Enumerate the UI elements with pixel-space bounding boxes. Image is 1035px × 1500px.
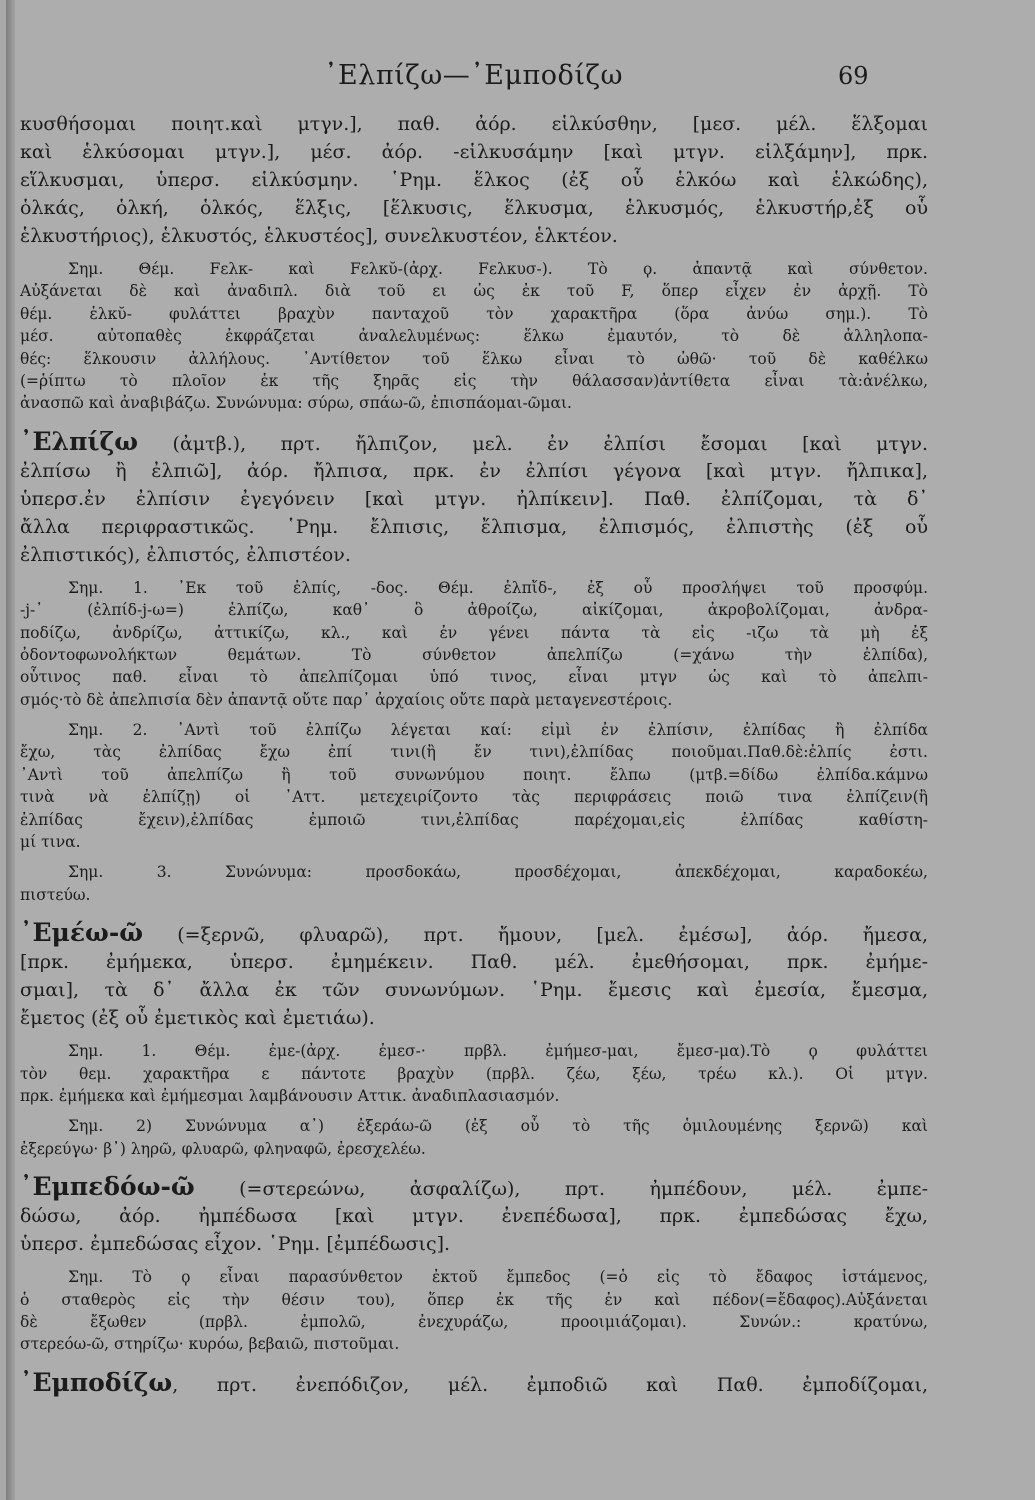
entry-heading-text: (ἀμτβ.), πρτ. ἤλπιζον, μελ. ἐν ἐλπίσι ἔσομαι [καὶ μτγν. [138,432,928,455]
note-line: -j-᾿ (ἐλπίδ-j-ω=) ἐλπίζω, καθ᾿ ὃ ἀθροίζω, αἰκίζομαι, ἀκροβολίζομαι, ἀνδρα- [20,601,928,620]
entry-heading-text: (=ξερνῶ, φλυαρῶ), πρτ. ἤμουν, [μελ. ἐμέσω], ἀόρ. ἤμεσα, [143,924,928,947]
note-line: τὸν θεμ. χαρακτῆρα ε πάντοτε βραχὺν (πρβλ. ζέω, ξέω, τρέω κλ.). Οἱ μτγν. [20,1064,928,1083]
body-line: σμαι], τὰ δ᾿ ἄλλα ἐκ τῶν συνωνύμων. ῾Ρημ. ἔμεσις καὶ ἐμεσία, ἔμεσμα, [20,979,928,1002]
line-spacer [20,1032,928,1040]
note-line: Σημ. 1. Θέμ. ἐμε-(ἀρχ. ἐμεσ-· πρβλ. ἐμήμεσ-μαι, ἔμεσ-μα).Τὸ ϙ φυλάττει [68,1042,928,1061]
note-line: ᾿Αντὶ τοῦ ἀπελπίζω ἢ τοῦ συνωνύμου ποιητ. ἔλπω (μτβ.=δίδω ἐλπίδα.κάμνω [20,765,928,784]
entry-heading-line [20,1368,928,1398]
note-line: Σημ. 1. ᾿Εκ τοῦ ἐλπίς, -δος. Θέμ. ἐλπἴδ-, ἐξ οὗ προσλήψει τοῦ προσφύμ. [68,578,928,597]
line-spacer [20,569,928,577]
line-spacer [20,853,928,861]
note-line: θέμ. ἑλκῠ- φυλάττει βραχὺν πανταχοῦ τὸν χαρακτῆρα (ὅρα ἀνύω σημ.). Τὸ [20,304,928,323]
note-line: σμός·τὸ δὲ ἀπελπισία δὲν ἀπαντᾷ οὔτε παρ᾿ ἀρχαίοις οὔτε παρὰ μεταγενεστέροις. [20,690,673,709]
running-head-title: ᾿Ελπίζω—᾿Εμποδίζω [324,60,624,91]
note-line: θές: ἕλκουσιν ἀλλήλους. ᾿Αντίθετον τοῦ ἕλκω εἶναι τὸ ὠθῶ· τοῦ δὲ καθέλκω [20,349,928,368]
note-line: οὗτινος παθ. εἶναι τὸ ἀπελπίζομαι ὑπό τινος, εἶναι μτγν ὡς καὶ τὸ ἀπελπι- [20,668,928,687]
body-line: δώσω, ἀόρ. ἠμπέδωσα [καὶ μτγν. ἐνεπέδωσα], πρκ. ἐμπεδώσας ἔχω, [20,1205,928,1228]
entry-heading-line [20,1172,928,1202]
line-spacer [20,1107,928,1115]
body-line: ἄλλα περιφραστικῶς. ῾Ρημ. ἔλπισις, ἔλπισμα, ἐλπισμός, ἐλπιστὴς (ἐξ οὗ [20,515,928,538]
line-spacer [20,711,928,719]
note-line: ἀνασπῶ καὶ ἀναβιβάζω. Συνώνυμα: σύρω, σπάω-ῶ, ἐπισπάομαι-ῶμαι. [20,394,572,413]
entry-heading-line [20,427,928,457]
note-line: Αὐξάνεται δὲ καὶ ἀναδιπλ. διὰ τοῦ ει ὡς ἐκ τοῦ F, ὅπερ εἶχεν ἐν ἀρχῇ. Τὸ [20,282,928,301]
note-line: ἐξερεύγω· β᾿) ληρῶ, φλυαρῶ, φληναφῶ, ἐρεσχελέω. [20,1139,426,1158]
body-line: ὁλκάς, ὁλκή, ὁλκός, ἕλξις, [ἕλκυσις, ἕλκυσμα, ἑλκυσμός, ἑλκυστήρ,ἐξ οὗ [20,197,928,219]
body-line: ὑπερσ. ἐμπεδώσας εἶχον. ῾Ρημ. [ἐμπέδωσις]. [20,1233,451,1256]
page-text [20,110,928,1398]
note-line: ὁ σταθερὸς εἰς τὴν θέσιν του), ὅπερ ἐκ τῆς ἐν καὶ πέδον(=ἔδαφος).Αὐξάνεται [20,1290,928,1309]
line-spacer [20,1258,928,1266]
body-line: ὑπερσ.ἐν ἐλπίσιν ἐγεγόνειν [καὶ μτγν. ἠλπίκειν]. Παθ. ἐλπίζομαι, τὰ δ᾿ [20,487,928,510]
entry-lemma: ᾿Εμέω-ῶ [20,918,144,948]
page-number: 69 [838,62,869,90]
body-line: [πρκ. ἐμήμεκα, ὑπερσ. ἐμημέκειν. Παθ. μέλ. ἐμεθήσομαι, πρκ. ἐμήμε- [20,951,928,974]
note-line: (=ῥίπτω τὸ πλοῖον ἐκ τῆς ξηρᾶς εἰς τὴν θάλασσαν)ἀντίθετα εἶναι τὰ:ἀνέλκω, [20,371,928,390]
note-line: Σημ. Θέμ. Fελκ- καὶ Fελκῠ-(ἀρχ. Fελκυσ-). Τὸ ϙ. ἀπαντᾷ καὶ σύνθετον. [68,260,928,278]
body-line: ἑλκυστήριος), ἑλκυστός, ἑλκυστέος], συνελκυστέον, ἑλκτέον. [20,225,618,247]
note-line: ποδίζω, ἀνδρίζω, ἀττικίζω, κλ., καὶ ἐν γένει πάντα τὰ εἰς -ιζω τὰ μὴ ἐξ [20,623,928,642]
entry-lemma: ᾿Εμπεδόω-ῶ [20,1172,195,1202]
body-line: καὶ ἑλκύσομαι μτγν.], μέσ. ἀόρ. -εἱλκυσάμην [καὶ μτγν. εἱλξάμην], πρκ. [20,141,928,163]
entry-heading-text: , πρτ. ἐνεπόδιζον, μέλ. ἐμποδιῶ καὶ Παθ. ἐμποδίζομαι, [172,1373,928,1396]
entry-lemma: ᾿Ελπίζω [20,426,139,456]
line-spacer [20,250,928,258]
note-line: Σημ. Τὸ ϙ εἶναι παρασύνθετον ἐκτοῦ ἔμπεδος (=ὁ εἰς τὸ ἔδαφος ἱστάμενος, [68,1268,928,1287]
note-line: ἐλπίδας ἔχειν),ἐλπίδας ἐμποιῶ τινι,ἐλπίδας παρέχομαι,εἰς ἐλπίδας καθίστη- [20,810,928,829]
line-spacer [20,1160,928,1172]
note-line: Σημ. 2. ᾿Αντὶ τοῦ ἐλπίζω λέγεται καί: εἰμὶ ἐν ἐλπίσιν, ἐλπίδας ἢ ἐλπίδα [68,721,928,740]
note-line: τινὰ νὰ ἐλπίζῃ) οἱ ᾿Αττ. μετεχειρίζοντο τὰς περιφράσεις ποιῶ τινα ἐλπίζειν(ἢ [20,788,928,807]
running-head [6,60,1035,94]
note-line: ὀδοντοφωνολήκτων θεμάτων. Τὸ σύνθετον ἀπελπίζω (=χάνω τὴν ἐλπίδα), [20,645,928,664]
note-line: στερεόω-ῶ, στηρίζω· κυρόω, βεβαιῶ, πιστοῦμαι. [20,1335,400,1354]
entry-heading-line [20,918,928,948]
note-line: Σημ. 2) Συνώνυμα α᾿) ἐξεράω-ῶ (ἐξ οὗ τὸ τῆς ὁμιλουμένης ξερνῶ) καὶ [68,1117,928,1136]
note-line: δὲ ἔξωθεν (πρβλ. ἐμπολῶ, ἐνεχυράζω, προοιμιάζομαι). Συνών.: κρατύνω, [20,1312,928,1331]
note-line: μί τινα. [20,833,81,852]
note-line: πρκ. ἐμήμεκα καὶ ἐμήμεσμαι λαμβάνουσιν Αττικ. ἀναδιπλασιασμόν. [20,1086,560,1105]
line-spacer [20,906,928,918]
body-line: κυσθήσομαι ποιητ.καὶ μτγν.], παθ. ἀόρ. εἱλκύσθην, [μεσ. μέλ. ἕλξομαι [20,113,928,135]
note-line: μέσ. αὐτοπαθὲς ἐκφράζεται ἀναλελυμένως: ἕλκω ἐμαυτόν, τὸ δὲ ἀλληλοπα- [20,327,928,346]
body-line: εἵλκυσμαι, ὑπερσ. εἱλκύσμην. ῾Ρημ. ἕλκος (ἐξ οὗ ἑλκόω καὶ ἑλκώδης), [20,169,928,191]
note-line: ἔχω, τὰς ἐλπίδας ἔχω ἐπί τινι(ἢ ἔν τινι),ἐλπίδας ποιοῦμαι.Παθ.δὲ:ἐλπίς ἐστι. [20,743,928,762]
note-line: πιστεύω. [20,885,91,904]
note-line: Σημ. 3. Συνώνυμα: προσδοκάω, προσδέχομαι, ἀπεκδέχομαι, καραδοκέω, [68,863,928,882]
body-line: ἐλπίσω ἢ ἐλπιῶ], ἀόρ. ἤλπισα, πρκ. ἐν ἐλπίσι γέγονα [καὶ μτγν. ἤλπικα], [20,459,928,482]
body-line: ἔμετος (ἐξ οὗ ἐμετικὸς καὶ ἐμετιάω). [20,1007,375,1030]
line-spacer [20,1356,928,1368]
line-spacer [20,415,928,427]
entry-lemma: ᾿Εμποδίζω [20,1367,173,1397]
entry-heading-text: (=στερεώνω, ἀσφαλίζω), πρτ. ἠμπέδουν, μέλ. ἐμπε- [194,1178,928,1201]
body-line: ἐλπιστικός), ἐλπιστός, ἐλπιστέον. [20,543,351,566]
dictionary-page [6,0,1035,1500]
